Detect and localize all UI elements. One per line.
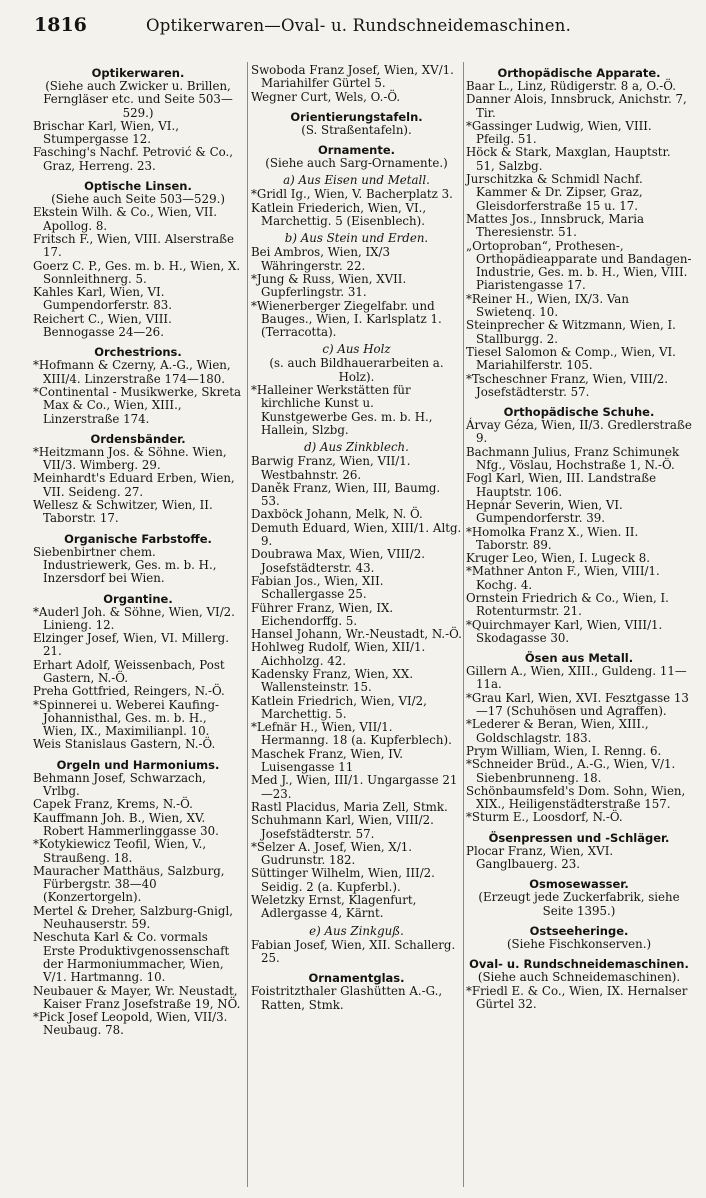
directory-entry: Mauracher Matthäus, Salzburg, Fürbergstr. 38—40 (Konzertorgeln).: [33, 863, 225, 905]
directory-entry: Swoboda Franz Josef, Wien, XV/1. Mariahilfer Gürtel 5.: [251, 63, 454, 91]
directory-entry: *Jung & Russ, Wien, XVII. Gupferlingstr. 31.: [251, 271, 407, 300]
directory-entry: Hohlweg Rudolf, Wien, XII/1. Aichholzg. 42.: [251, 640, 426, 668]
section-heading: Ösenpressen und -Schläger.: [488, 830, 670, 845]
section-heading: Ostseeheringe.: [529, 923, 629, 938]
directory-entry: Schuhmann Karl, Wien, VIII/2. Josefstädterstr. 57.: [251, 813, 434, 841]
directory-entry: *Pick Josef Leopold, Wien, VII/3. Neubaug. 78.: [33, 1010, 228, 1038]
directory-entry: Maschek Franz, Wien, IV. Luisengasse 11: [251, 746, 404, 775]
directory-entry: *Mathner Anton F., Wien, VIII/1. Kochg. 4.: [466, 564, 660, 592]
directory-entry: Erhart Adolf, Weissenbach, Post Gastern, N.-Ö.: [33, 657, 225, 685]
section-heading: Orthopädische Schuhe.: [503, 405, 655, 420]
section-heading: Organtine.: [103, 591, 173, 606]
directory-entry: Süttinger Wilhelm, Wien, III/2. Seidig. 2 (a. Kupferbl.).: [251, 866, 435, 894]
page-number: 1816: [34, 14, 87, 36]
directory-entry: Plocar Franz, Wien, XVI. Ganglbauerg. 23.: [466, 843, 614, 872]
directory-entry: *Schneider Brüd., A.-G., Wien, V/1. Siebenbrunneng. 18.: [466, 757, 676, 785]
directory-entry: Daxböck Johann, Melk, N. Ö.: [251, 507, 423, 522]
directory-entry: Med J., Wien, III/1. Ungargasse 21—23.: [251, 773, 458, 801]
directory-entry: *Homolka Franz X., Wien. II. Taborstr. 89.: [466, 524, 639, 552]
directory-entry: Jurschitzka & Schmidl Nachf. Kammer & Dr. Zipser, Graz, Gleisdorferstraße 15 u. 17.: [466, 172, 643, 213]
subsection-heading: b) Aus Stein und Erden.: [284, 231, 429, 246]
cross-reference-note: (s. auch Bildhauerarbeiten a. Holz).: [269, 356, 444, 384]
directory-entry: *Auderl Joh. & Söhne, Wien, VI/2. Linieng. 12.: [33, 604, 235, 632]
section-heading: Ordensbänder.: [90, 431, 186, 446]
directory-entry: Behmann Josef, Schwarzach, Vrlbg.: [33, 770, 206, 799]
directory-section: [33, 179, 243, 339]
cross-reference-note: (Erzeugt jede Zuckerfabrik, siehe Seite 1395.): [478, 890, 680, 918]
directory-entry: Fritsch F., Wien, VIII. Alserstraße 17.: [33, 231, 235, 260]
directory-section: [33, 592, 243, 752]
directory-entry: Reichert C., Wien, VIII. Bennogasse 24—26.: [33, 311, 172, 340]
directory-entry: Brischar Karl, Wien, VI., Stumpergasse 12.: [33, 118, 179, 147]
column-divider: [463, 62, 464, 1187]
directory-section: [466, 957, 692, 1011]
section-heading: Ornamente.: [317, 143, 396, 158]
directory-entry: Tiesel Salomon & Comp., Wien, VI. Mariahilferstr. 105.: [466, 344, 676, 373]
directory-entry: Doubrawa Max, Wien, VIII/2. Josefstädterstr. 43.: [251, 547, 426, 575]
directory-entry: Bachmann Julius, Franz Schimunek Nfg., Vöslau, Hochstraße 1, N.-Ö.: [466, 444, 680, 473]
directory-entry: Bei Ambros, Wien, IX/3 Währingerstr. 22.: [251, 245, 391, 273]
directory-entry: Wegner Curt, Wels, O.-Ö.: [251, 89, 401, 104]
directory-entry: *Grau Karl, Wien, XVI. Fesztgasse 13—17 (Schuhösen und Agraffen).: [466, 690, 689, 719]
section-heading: Orgeln und Harmoniums.: [56, 757, 220, 772]
directory-entry: Katlein Friederich, Wien, VI., Marchettig. 5 (Eisenblech).: [251, 200, 427, 229]
subsection-heading: e) Aus Zinkguß.: [309, 923, 404, 938]
directory-entry: *Lederer & Beran, Wien, XIII., Goldschlagstr. 183.: [466, 717, 649, 745]
section-heading: Oval- u. Rundschneidemaschinen.: [469, 957, 689, 972]
directory-entry: „Ortoproban“, Prothesen-, Orthopädieapparate und Bandagen-Industrie, Ges. m. b. H., Wien, VIII. Piaristengasse 17.: [466, 238, 692, 293]
directory-entry: Hepnár Severin, Wien, VI. Gumpendorferstr. 39.: [466, 497, 623, 526]
section-heading: Optische Linsen.: [84, 179, 192, 194]
directory-entry: Baar L., Linz, Rüdigerstr. 8 a, O.-Ö.: [466, 79, 676, 93]
directory-section: [466, 924, 692, 951]
directory-entry: *Spinnerei u. Weberei Kaufing-Johannisthal, Ges. m. b. H., Wien, IX., Maximilianpl. 10.: [33, 697, 219, 739]
section-heading: Orchestrions.: [94, 345, 182, 360]
directory-entry: *Continental - Musikwerke, Skreta Max & Co., Wien, XIII., Linzerstraße 174.: [33, 384, 241, 426]
directory-entry: Höck & Stark, Maxglan, Hauptstr. 51, Salzbg.: [466, 145, 671, 173]
directory-section: [251, 64, 462, 104]
directory-entry: Neschuta Karl & Co. vormals Erste Produktivgenossenschaft der Harmoniummacher, Wien, V/1. Hartmanng. 10.: [33, 930, 230, 985]
cross-reference-note: (Siehe auch Zwicker u. Brillen, Ferngläser etc. und Seite 503—529.): [43, 79, 233, 120]
directory-entry: Rastl Placidus, Maria Zell, Stmk.: [251, 799, 448, 814]
cross-reference-note: (Siehe auch Schneidemaschinen).: [477, 970, 681, 985]
directory-entry: Mertel & Dreher, Salzburg-Gnigl, Neuhauserstr. 59.: [33, 903, 233, 932]
directory-section: [466, 877, 692, 918]
column-1: [33, 64, 243, 1044]
column-2: [251, 64, 462, 1018]
directory-entry: Elzinger Josef, Wien, VI. Millerg. 21.: [33, 631, 229, 659]
directory-entry: Fogl Karl, Wien, III. Landstraße Hauptstr. 106.: [466, 471, 657, 499]
subsection-heading: c) Aus Holz: [322, 342, 391, 357]
directory-entry: Fabian Josef, Wien, XII. Schallerg. 25.: [251, 937, 456, 965]
subsection-heading: a) Aus Eisen und Metall.: [283, 173, 430, 188]
column-3: [466, 64, 692, 1017]
directory-entry: Meinhardt's Eduard Erben, Wien, VII. Seideng. 27.: [33, 471, 235, 499]
section-heading: Osmosewasser.: [529, 877, 629, 892]
directory-entry: Kahles Karl, Wien, VI. Gumpendorferstr. 83.: [33, 285, 173, 313]
section-heading: Orientierungstafeln.: [290, 109, 423, 124]
directory-entry: *Sturm E., Loosdorf, N.-Ö.: [466, 810, 623, 825]
running-title: Optikerwaren—Oval- u. Rundschneidemaschinen.: [146, 16, 572, 35]
directory-entry: *Lefnär H., Wien, VII/1. Hermanng. 18 (a. Kupferblech).: [251, 720, 452, 748]
directory-entry: Schönbaumsfeld's Dom. Sohn, Wien, XIX., Heiligenstädterstraße 157.: [466, 783, 686, 812]
directory-entry: Führer Franz, Wien, IX. Eichendorffg. 5.: [251, 600, 394, 628]
directory-entry: Demuth Eduard, Wien, XIII/1. Altg. 9.: [251, 520, 462, 549]
directory-entry: *Tscheschner Franz, Wien, VIII/2. Josefstädterstr. 57.: [466, 371, 669, 399]
page-header: [34, 12, 694, 42]
cross-reference-note: (Siehe auch Seite 503—529.): [51, 192, 225, 207]
directory-entry: Katlein Friedrich, Wien, VI/2, Marchettig. 5.: [251, 693, 427, 721]
directory-entry: *Gassinger Ludwig, Wien, VIII. Pfeilg. 51.: [466, 118, 652, 147]
section-heading: Ornamentglas.: [308, 971, 405, 986]
directory-section: [251, 971, 462, 1012]
cross-reference-note: (Siehe auch Sarg-Ornamente.): [265, 156, 448, 171]
directory-section: [33, 758, 243, 1038]
directory-section: [251, 110, 462, 137]
directory-entry: Daněk Franz, Wien, III, Baumg. 53.: [251, 480, 441, 509]
section-heading: Orthopädische Apparate.: [497, 66, 661, 80]
directory-entry: Danner Alois, Innsbruck, Anichstr. 7, Tir.: [466, 92, 687, 120]
cross-reference-note: (S. Straßentafeln).: [301, 122, 412, 137]
directory-section: [33, 345, 243, 425]
directory-entry: Árvay Géza, Wien, II/3. Gredlerstraße 9.: [466, 418, 692, 446]
column-divider: [247, 62, 248, 1187]
directory-section: [466, 405, 692, 645]
directory-entry: Fasching's Nachf. Petrović & Co., Graz, Herreng. 23.: [33, 145, 233, 173]
section-heading: Organische Farbstoffe.: [64, 531, 212, 546]
subsection-heading: d) Aus Zinkblech.: [304, 440, 409, 455]
directory-section: [251, 143, 462, 965]
directory-entry: Mattes Jos., Innsbruck, Maria Theresienstr. 51.: [466, 211, 645, 240]
directory-entry: Kauffmann Joh. B., Wien, XV. Robert Hammerlinggasse 30.: [33, 810, 219, 838]
directory-entry: Goerz C. P., Ges. m. b. H., Wien, X. Sonnleithnerg. 5.: [33, 258, 241, 286]
directory-entry: Barwig Franz, Wien, VII/1. Westbahnstr. 26.: [251, 454, 411, 482]
directory-entry: Kadensky Franz, Wien, XX. Wallensteinstr. 15.: [251, 666, 414, 695]
directory-entry: Ornstein Friedrich & Co., Wien, I. Rotenturmstr. 21.: [466, 590, 669, 619]
directory-entry: Neubauer & Mayer, Wr. Neustadt, Kaiser Franz Josefstraße 19, NÖ.: [33, 983, 241, 1011]
directory-entry: Foistritzthaler Glashütten A.-G., Ratten, Stmk.: [251, 984, 443, 1012]
directory-entry: Hansel Johann, Wr.-Neustadt, N.-Ö.: [251, 627, 462, 642]
directory-entry: Weletzky Ernst, Klagenfurt, Adlergasse 4, Kärnt.: [251, 893, 417, 921]
directory-entry: Weis Stanislaus Gastern, N.-Ö.: [33, 737, 216, 752]
directory-entry: Capek Franz, Krems, N.-Ö.: [33, 797, 193, 812]
directory-entry: *Friedl E. & Co., Wien, IX. Hernalser Gürtel 32.: [466, 983, 688, 1011]
directory-entry: *Selzer A. Josef, Wien, X/1. Gudrunstr. 182.: [251, 839, 413, 868]
directory-entry: *Kotykiewicz Teofil, Wien, V., Straußeng. 18.: [33, 837, 207, 865]
section-heading: Ösen aus Metall.: [524, 651, 634, 666]
directory-entry: *Halleiner Werkstätten für kirchliche Kunst u. Kunstgewerbe Ges. m. b. H., Hallein, Slzbg.: [251, 383, 433, 437]
section-heading: Optikerwaren.: [91, 66, 185, 80]
directory-entry: *Quirchmayer Karl, Wien, VIII/1. Skodagasse 30.: [466, 617, 663, 645]
directory-entry: Preha Gottfried, Reingers, N.-Ö.: [33, 684, 225, 699]
directory-entry: Steinprecher & Witzmann, Wien, I. Stallburgg. 2.: [466, 318, 676, 346]
directory-entry: *Wienerberger Ziegelfabr. und Bauges., Wien, I. Karlsplatz 1. (Terracotta).: [251, 298, 442, 340]
directory-entry: Siebenbirtner chem. Industriewerk, Ges. m. b. H., Inzersdorf bei Wien.: [33, 544, 217, 586]
cross-reference-note: (Siehe Fischkonserven.): [506, 936, 652, 951]
directory-entry: *Hofmann & Czerny, A.-G., Wien, XIII/4. Linzerstraße 174—180.: [33, 358, 231, 386]
directory-entry: Prym William, Wien, I. Renng. 6.: [466, 743, 662, 758]
directory-section: [33, 532, 243, 586]
directory-entry: Wellesz & Schwitzer, Wien, II. Taborstr. 17.: [33, 498, 213, 526]
directory-section: [33, 66, 243, 173]
directory-entry: *Reiner H., Wien, IX/3. Van Swietenq. 10.: [466, 291, 629, 320]
directory-section: [33, 432, 243, 526]
directory-entry: *Gridl Ig., Wien, V. Bacherplatz 3.: [251, 187, 453, 202]
directory-entry: Fabian Jos., Wien, XII. Schallergasse 25.: [251, 573, 384, 602]
directory-entry: *Heitzmann Jos. & Söhne. Wien, VII/3. Wimberg. 29.: [33, 444, 227, 473]
directory-entry: Gillern A., Wien, XIII., Guldeng. 11—11a.: [466, 664, 687, 692]
directory-entry: Kruger Leo, Wien, I. Lugeck 8.: [466, 551, 651, 566]
directory-section: [466, 831, 692, 872]
directory-section: [466, 66, 692, 399]
directory-entry: Ekstein Wilh. & Co., Wien, VII. Apollog. 8.: [33, 205, 217, 233]
directory-section: [466, 651, 692, 825]
